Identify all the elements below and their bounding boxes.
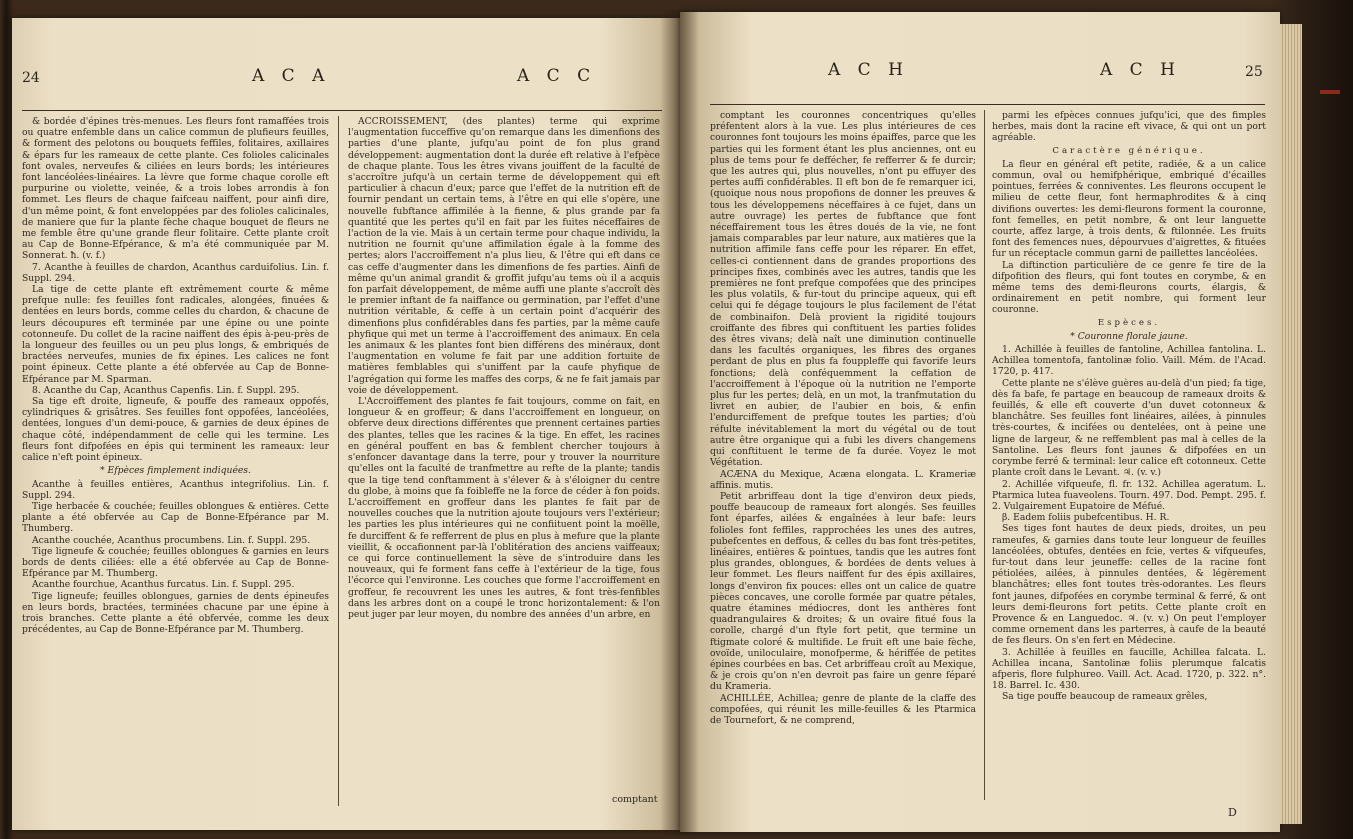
paragraph: Caractère générique. xyxy=(1052,145,1206,156)
left-column-1 xyxy=(22,116,329,816)
paragraph: comptant les couronnes concentriques qu'elles préfentent alors à la vue. Les plus intérieures de ces couronnes font toujours les moins épaiffes, parce que les parties qui les forment étant les plus anciennes, ont eu plus de tems pour fe deffécher, fe refferrer & fe durcir; que les autres qui, plus nouvelles, n'ont pu effuyer des pertes auffi confidérables. Il eft bon de fe remarquer ici, (quoique nous nous propofions de donner les preuves & tous les développemens néceffaires à ce fujet, dans un autre ouvrage) les pertes de fubftance que font néceffairement tous les êtres doués de la vie, ne font jamais comparables par leur nature, aux matières que la nutrition affimile fans ceffe pour les réparer. En effet, celles-ci contiennent dans de grandes proportions des principes fixes, combinés avec les autres, tandis que les premières ne font prefque compofées que des principes les plus volatils, & fur-tout du principe aqueux, qui eft celui qui fe dégage toujours le plus facilement de l'état de combinaifon. Delà provient la rigidité toujours croiffante des fibres qui conftituent les parties folides des êtres vivans; delà naît une diminution continuelle dans les facultés organiques, les fibres des organes perdant de plus en plus fa fouppleffe qui favorife leurs fonctions; delà conféquemment la ceffation de l'accroiffement à l'époque où la nutrition ne l'emporte plus fur les pertes; delà, en un mot, la tranfmutation du livret en aubier, de l'aubier en bois, & enfin l'endurciffement de prefque toutes les parties; d'où réfulte inévitablement la mort du végétal ou de tout autre être organique qui a fubi les divers changemens qui conftituent le terme de fa durée. Voyez le mot Végétation. xyxy=(710,110,976,469)
paragraph: Ses tiges font hautes de deux pieds, droites, un peu rameufes, & garnies dans toute leur longueur de feuilles lancéolées, obtufes, dentées en fcie, vertes & vifqueufes, fur-tout dans leur jeuneffe: celles de la racine font pétiolées, ailées, à pinnules dentées, & légèrement blanchâtres; elles font toutes très-odorantes. Les fleurs font jaunes, difpofées en corymbe terminal & ferré, & ont leurs demi-fleurons fort petits. Cette plante croît en Provence & en Languedoc. ♃. (v. v.) On peut l'employer comme ornement dans les parterres, à caufe de la beauté de fes fleurs. On s'en fert en Médecine. xyxy=(992,523,1266,647)
right-header-rule xyxy=(710,104,1265,105)
paragraph: ACÆNA du Mexique, Acæna elongata. L. Krameriæ affinis. mutis. xyxy=(710,468,976,491)
paragraph: Tige ligneufe; feuilles oblongues, garnies de dents épineufes en leurs bords, bractées, terminées chacune par une épine à trois branches. Cette plante a été obfervée, comme les deux précédentes, au Cap de Bonne-Efpérance par M. Thumberg. xyxy=(22,590,329,636)
paragraph: La tige de cette plante eft extrêmement courte & même prefque nulle: fes feuilles font radicales, alongées, finuées & dentées en leurs bords, comme celles du chardon, & chacune de leurs découpures eft terminée par une épine ou une pointe cotonneufe. Du collet de la racine naiffent des épis à-peu-près de la longueur des feuilles ou un peu plus longs, & embriqués de bractées nerveufes, munies de fix épines. Les calices ne font point épineux. Cette plante a été obfervée au Cap de Bonne-Efpérance par M. Sparman. xyxy=(22,284,329,385)
paragraph: La fleur en général eft petite, radiée, & a un calice commun, oval ou hemifphérique, embriqué d'écailles pointues, ferrées & conniventes. Les fleurons occupent le milieu de cette fleur, font hermaphrodites & à cinq divifions ouvertes: les demi-fleurons forment la couronne, font femelles, en petit nombre, & ont leur languette courte, affez large, à trois dents, & ftilonnée. Les fruits font des femences nues, dépourvues d'aigrettes, & fituées fur un réceptacle commun garni de paillettes lancéolées. xyxy=(992,158,1266,260)
bookmark-ribbon xyxy=(1320,90,1340,94)
right-page xyxy=(680,12,1280,832)
left-column-2 xyxy=(348,116,660,792)
paragraph: Espèces. xyxy=(1097,317,1161,328)
left-running-head-1: A C A xyxy=(252,66,331,86)
paragraph: 2. Achillée vifqueufe, fl. fr. 132. Achillea ageratum. L. Ptarmica lutea fuaveolens. Tourn. 497. Dod. Pempt. 295. f. 2. Vulgairement Eupatoire de Méfué. xyxy=(992,478,1266,512)
paragraph: Tige ligneufe & couchée; feuilles oblongues & garnies en leurs bords de dents ciliées: elle a été obfervée au Cap de Bonne-Efpérance par M. Thumberg. xyxy=(22,545,329,580)
paragraph: 8. Acanthe du Cap, Acanthus Capenfis. Lin. f. Suppl. 295. xyxy=(32,384,300,396)
paragraph: β. Eadem foliis pubefcentibus. H. R. xyxy=(1002,512,1170,524)
left-page-number: 24 xyxy=(22,70,40,86)
right-running-head-1: A C H xyxy=(828,60,909,80)
paragraph: Sa tige eft droite, ligneufe, & pouffe des rameaux oppofés, cylindriques & grisâtres. Ses feuilles font oppofées, lancéolées, dentées, longues d'un demi-pouce, & garnies de deux épines de chaque côté, indépendamment de celle qui les termine. Les fleurs font difpofées en épis qui terminent les rameaux: leur calice n'eft point épineux. xyxy=(22,396,329,464)
paragraph: Acanthe à feuilles entières, Acanthus integrifolius. Lin. f. Suppl. 294. xyxy=(22,478,329,501)
paragraph: Petit arbriffeau dont la tige d'environ deux pieds, pouffe beaucoup de rameaux fort alongés. Ses feuilles font éparfes, ailées & engaînées à leur bafe: leurs folioles font feffiles, rapprochées les unes des autres, pubefcentes en deffous, & celles du bas font très-petites, linéaires, entières & pointues, tandis que les autres font plus grandes, oblongues, & bordées de dents velues à leur fommet. Les fleurs naiffent fur des épis axillaires, longs d'environ fix pouces: elles ont un calice de quatre pièces concaves, une corolle formée par quatre pétales, quatre étamines médiocres, dont les anthères font quadrangulaires & droites; & un ovaire fitué fous la corolle, chargé d'un ftyle fort petit, que termine un ftigmate coloré & multifide. Le fruit eft une baie fèche, ovoïde, uniloculaire, monofperme, & hériffée de petites épines courbées en bas. Cet arbriffeau croît au Mexique, & je crois qu'on n'en devroit pas faire un genre féparé du Krameria. xyxy=(710,490,976,693)
left-running-head-2: A C C xyxy=(517,66,597,86)
right-column-1 xyxy=(710,110,976,810)
left-header-rule xyxy=(22,110,662,111)
paragraph: 3. Achillée à feuilles en faucille, Achillea falcata. L. Achillea incana, Santolinæ foliis plerumque falcatis afperis, flore fulphureo. Vaill. Act. Acad. 1720, p. 322. n°. 18. Barrel. Ic. 430. xyxy=(992,646,1266,692)
paragraph: & bordée d'épines très-menues. Les fleurs font ramaffées trois ou quatre enfemble dans un calice commun de plufieurs feuilles, & forment des pelotons ou bouquets feffiles, folitaires, axillaires & épars fur les rameaux de cette plante. Ces folioles calicinales font ovales, nerveufes & ciliées en leurs bords; les intérieures font lancéolées-linéaires. La lèvre que forme chaque corolle eft purpurine ou violette, veinée, & a trois lobes arrondis à fon fommet. Les fleurs de chaque faifceau naiffent, pour ainfi dire, d'un même point, & font enveloppées par des folioles calicinales, de maniere que fur la plante fèche chaque bouquet de fleurs ne me femble être qu'une grande fleur folitaire. Cette plante croît au Cap de Bonne-Efpérance, & m'a été communiquée par M. Sonnerat. ħ. (v. f.) xyxy=(22,116,329,262)
paragraph: Acanthe fourchue, Acanthus furcatus. Lin. f. Suppl. 295. xyxy=(32,579,295,591)
right-column-2 xyxy=(992,110,1266,800)
right-page-number: 25 xyxy=(1245,64,1263,80)
paragraph: ACHILLÉE, Achillea; genre de plante de la claffe des compofées, qui réunit les mille-feuilles & les Ptarmica de Tournefort, & ne comprend, xyxy=(710,692,976,726)
paragraph: Tige herbacée & couchée; feuilles oblongues & entières. Cette plante a été obfervée au Cap de Bonne-Efpérance par M. Thumberg. xyxy=(22,500,329,535)
page-edges xyxy=(1280,24,1302,824)
paragraph: Sa tige pouffe beaucoup de rameaux grêles, xyxy=(1002,691,1208,703)
catchword: comptant xyxy=(612,794,658,805)
paragraph: La diftinction particulière de ce genre fe tire de la difpofition des fleurs, qui font toutes en corymbe, & en même tems des demi-fleurons courts, élargis, & ordinairement en petit nombre, qui forment leur couronne. xyxy=(992,259,1266,316)
paragraph: parmi les efpèces connues jufqu'ici, que des fimples herbes, mais dont la racine eft vivace, & qui ont un port agréable. xyxy=(992,110,1266,144)
paragraph: L'Accroiffement des plantes fe fait toujours, comme on fait, en longueur & en groffeur; & dans l'accroiffement en longueur, on obferve deux directions différentes que prennent certaines parties des plantes, telles que les racines & la tige. En effet, les racines en général pouffent en bas & femblent chercher toujours à s'enfoncer davantage dans la terre, pour y trouver la nourriture qu'elles ont la faculté de tranfmettre au refte de la plante; tandis que la tige tend conftamment à s'élever & à s'éloigner du centre du globe, à moins que fa foibleffe ne la force de céder à fon poids. L'accroiffement en groffeur dans les plantes fe fait par de nouvelles couches que la nutrition ajoute toujours vers l'extérieur; les parties les plus intérieures qui ne confiituent point la moëlle, fe durciffent & fe refferrent de plus en plus à mefure que la plante vieillit, & occafionnent par-là l'oblitération des anciens vaiffeaux; ce qui force continuellement la sève de s'introduire dans les nouveaux, qui fe forment fans ceffe à l'extérieur de la tige, fous l'écorce qui l'environne. Les couches que forme l'accroiffement en groffeur, fe recouvrent les unes les autres, & font très-fenfibles dans les arbres dont on a coupé le tronc horizontalement: & l'on peut juger par leur moyen, du nombre des années d'un arbre, en xyxy=(348,396,660,620)
paragraph: ACCROISSEMENT, (des plantes) terme qui exprime l'augmentation fucceffive qu'on remarque dans les dimenfions des parties d'une plante, jufqu'au point de fon plus grand développement: augmentation dont la durée eft relative à l'efpèce de chaque plante. Tous les êtres vivans jouiffent de la faculté de s'accroître jufqu'à un certain terme de développement qui eft particulier à chacun d'eux; parce que l'effet de la nutrition eft de fournir pendant un certain tems, à l'être en qui elle s'opère, une nouvelle fubftance affimilée à la fienne, & plus grande par fa quantité que les pertes qu'il en fait par les fuites néceffaires de l'action de la vie. Mais à un certain terme pour chaque individu, la nutrition ne fournit qu'une affimilation égale à la fomme des pertes; alors l'accroiffement n'a plus lieu, & l'être qui eft dans ce cas ceffe d'augmenter dans les dimenfions de fes parties. Ainfi de même qu'un animal grandit & groffit jufqu'au tems où il a acquis fon parfait développement, de même auffi une plante s'accroît dès le premier inftant de fa naiffance ou germination, par l'effet d'une nutrition véritable, & ceffe à un certain point d'acquérir des dimenfions plus confidérables dans fes parties, par la même caufe phyfique qui met un terme à l'accroiffement des animaux. En cela les animaux & les plantes font bien différens des minéraux, dont l'augmentation en volume fe fait par une addition fortuite de matières femblables qui s'uniffent par la caufe phyfique de l'agrégation qui forme les maffes des corps, & ne fe fait jamais par voie de développement. xyxy=(348,116,660,396)
right-column-divider xyxy=(984,110,985,800)
paragraph: * Couronne florale jaune. xyxy=(1070,330,1188,342)
left-column-divider xyxy=(338,116,339,806)
left-page xyxy=(12,18,680,830)
signature-mark: D xyxy=(1228,806,1237,819)
paragraph: Acanthe couchée, Acanthus procumbens. Lin. f. Suppl. 295. xyxy=(32,534,311,546)
paragraph: Cette plante ne s'élève guères au-delà d'un pied; fa tige, dès fa bafe, fe partage en beaucoup de rameaux droits & feuillés, & elle eft couverte d'un duvet cotonneux & blanchâtre. Ses feuilles font linéaires, ailées, à pinnules très-courtes, & incifées ou dentelées, ont à peine une ligne de largeur, & ne reffemblent pas mal à celles de la Santoline. Les fleurs font jaunes & difpofées en un corymbe ferré & terminal: leur calice eft cotonneux. Cette plante croît dans le Levant. ♃. (v. v.) xyxy=(992,377,1266,479)
paragraph: 7. Acanthe à feuilles de chardon, Acanthus carduifolius. Lin. f. Suppl. 294. xyxy=(22,261,329,284)
paragraph: * Efpèces fimplement indiquées. xyxy=(100,465,251,477)
paragraph: 1. Achillée à feuilles de fantoline, Achillea fantolina. L. Achillea tomentofa, fantolinæ folio. Vaill. Mém. de l'Acad. 1720, p. 417. xyxy=(992,344,1266,378)
right-running-head-2: A C H xyxy=(1100,60,1181,80)
